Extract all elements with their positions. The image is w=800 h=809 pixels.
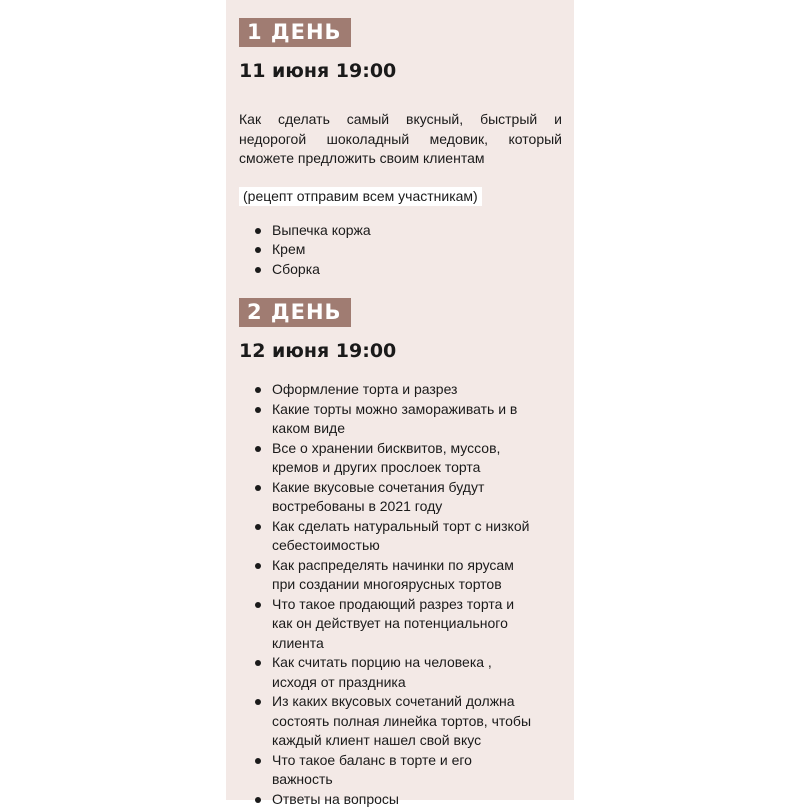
list-item-text: Какие вкусовые сочетания будут востребованы в 2021 году (272, 479, 484, 515)
bullet-icon (255, 758, 261, 764)
day1-badge: 1 ДЕНЬ (239, 18, 351, 47)
list-item (239, 380, 532, 400)
bullet-icon (255, 602, 261, 608)
bullet-icon (255, 485, 261, 491)
list-item-text: Оформление торта и разрез (272, 381, 457, 397)
list-item-text: Крем (272, 241, 305, 257)
list-item (239, 790, 532, 809)
list-item-text: Какие торты можно замораживать и в каком виде (272, 401, 517, 437)
list-item-text: Все о хранении бисквитов, муссов, кремов и других прослоек торта (272, 440, 500, 476)
list-item (239, 221, 562, 241)
day1-section (239, 18, 562, 279)
list-item-text: Как считать порцию на человека , исходя от праздника (272, 654, 492, 690)
day2-badge: 2 ДЕНЬ (239, 298, 351, 327)
list-item (239, 400, 532, 439)
list-item (239, 653, 532, 692)
list-item (239, 595, 532, 654)
day1-intro: Как сделать самый вкусный, быстрый и недорогой шоколадный медовик, который сможете предложить своим клиентам (239, 110, 562, 169)
list-item-text: Сборка (272, 261, 320, 277)
list-item (239, 439, 532, 478)
list-item (239, 478, 532, 517)
program-panel (226, 0, 574, 800)
bullet-icon (255, 247, 261, 253)
bullet-icon (255, 446, 261, 452)
list-item (239, 260, 562, 280)
list-item-text: Как сделать натуральный торт с низкой себестоимостью (272, 518, 529, 554)
day1-date: 11 июня 19:00 (239, 60, 562, 82)
list-item (239, 240, 562, 260)
list-item (239, 517, 532, 556)
bullet-icon (255, 267, 261, 273)
list-item-text: Из каких вкусовых сочетаний должна состоять полная линейка тортов, чтобы каждый клиент нашел свой вкус (272, 693, 531, 748)
program-content (239, 18, 562, 809)
list-item-text: Что такое баланс в торте и его важность (272, 752, 472, 788)
bullet-icon (255, 699, 261, 705)
list-item-text: Как распределять начинки по ярусам при создании многоярусных тортов (272, 557, 514, 593)
list-item (239, 556, 532, 595)
list-item-text: Ответы на вопросы (272, 791, 399, 807)
bullet-icon (255, 407, 261, 413)
list-item (239, 692, 532, 751)
bullet-icon (255, 524, 261, 530)
bullet-icon (255, 228, 261, 234)
day2-topic-list (239, 380, 562, 809)
bullet-icon (255, 660, 261, 666)
day2-section (239, 298, 562, 809)
list-item-text: Что такое продающий разрез торта и как он действует на потенциального клиента (272, 596, 514, 651)
bullet-icon (255, 387, 261, 393)
bullet-icon (255, 563, 261, 569)
list-item-text: Выпечка коржа (272, 222, 371, 238)
list-item (239, 751, 532, 790)
day2-date: 12 июня 19:00 (239, 340, 562, 362)
day1-topic-list (239, 221, 562, 280)
day1-recipe-note: (рецепт отправим всем участникам) (239, 187, 482, 206)
